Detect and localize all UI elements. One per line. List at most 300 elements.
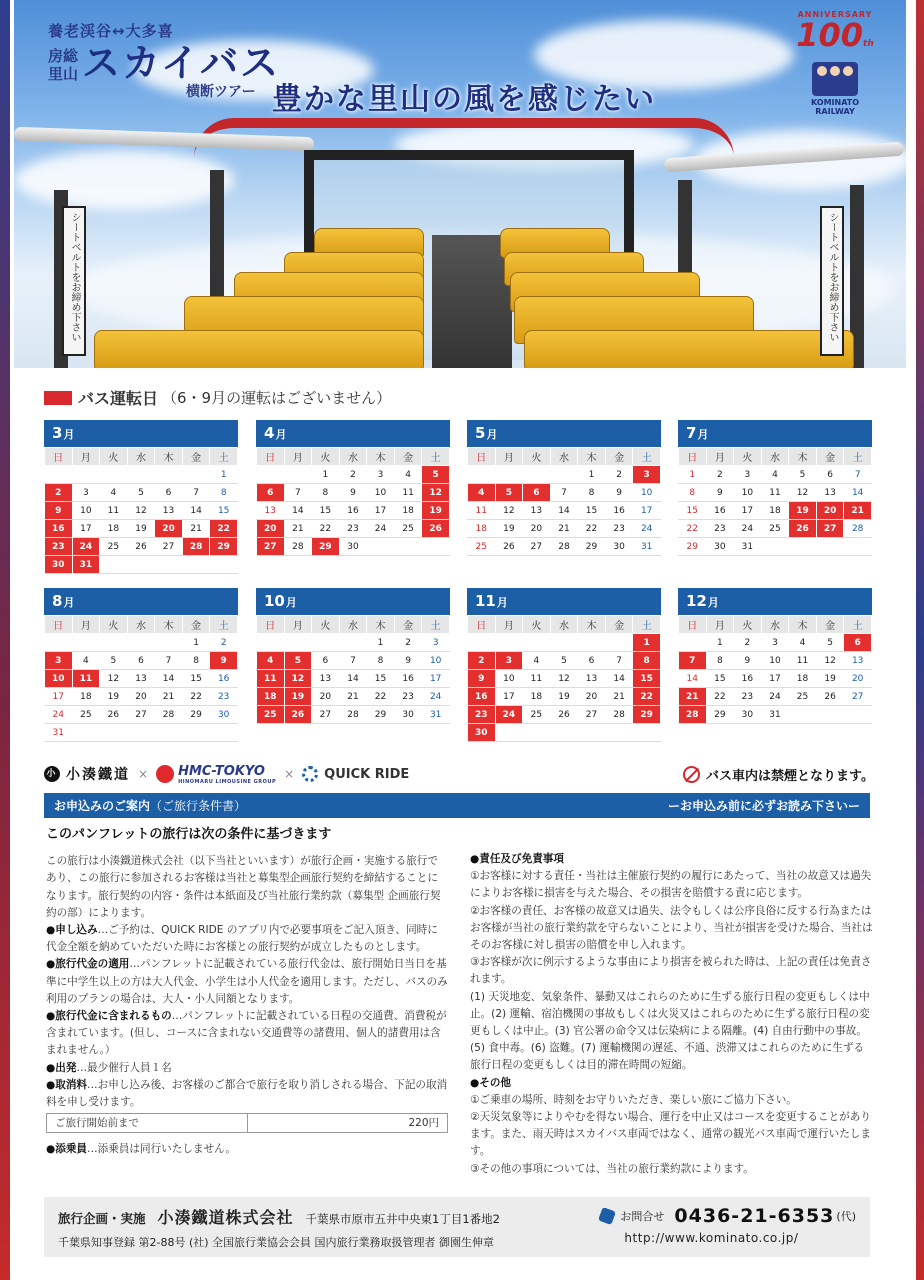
calendar-day-operating: 4 bbox=[468, 484, 496, 502]
calendar-day-operating: 9 bbox=[45, 502, 73, 520]
calendar-day-operating: 11 bbox=[72, 670, 100, 688]
calendar-day: 31 bbox=[45, 724, 73, 742]
calendar-day: 17 bbox=[734, 502, 762, 520]
calendar-day: 16 bbox=[339, 502, 367, 520]
calendar-day: 3 bbox=[761, 634, 789, 652]
calendar-day: 2 bbox=[706, 466, 734, 484]
calendar-day-operating: 22 bbox=[210, 520, 238, 538]
weekday-header: 日 bbox=[257, 448, 285, 466]
info-title: お申込みのご案内 bbox=[54, 799, 151, 813]
calendar-empty-cell bbox=[523, 466, 551, 484]
contact-block bbox=[600, 1205, 856, 1245]
calendar-empty-cell bbox=[127, 556, 155, 574]
calendar-empty-cell bbox=[550, 724, 578, 742]
footer bbox=[44, 1197, 870, 1257]
calendar-day-operating: 20 bbox=[816, 502, 844, 520]
calendar-day-operating: 11 bbox=[257, 670, 285, 688]
calendar-day: 13 bbox=[844, 652, 872, 670]
calendar-day: 31 bbox=[422, 706, 450, 724]
calendar-day: 22 bbox=[679, 520, 707, 538]
calendar-empty-cell bbox=[182, 724, 210, 742]
calendar-day-operating: 26 bbox=[789, 520, 817, 538]
weekday-header: 土 bbox=[422, 448, 450, 466]
weekday-header: 水 bbox=[761, 616, 789, 634]
calendar-day: 20 bbox=[127, 688, 155, 706]
weekday-header: 金 bbox=[816, 448, 844, 466]
month-unit: 月 bbox=[496, 596, 508, 609]
calendar-day: 4 bbox=[761, 466, 789, 484]
calendar-day: 20 bbox=[578, 688, 606, 706]
calendar-day: 4 bbox=[72, 652, 100, 670]
weekday-header: 水 bbox=[339, 616, 367, 634]
calendar-empty-cell bbox=[127, 466, 155, 484]
calendar-day: 12 bbox=[100, 670, 128, 688]
month-unit: 月 bbox=[275, 428, 287, 441]
footer-registration: 千葉県知事登録 第2-88号 (社) 全国旅行業協会会員 国内旅行業務取扱管理者 御園生伸章 bbox=[58, 1236, 495, 1249]
calendar-empty-cell bbox=[495, 634, 523, 652]
calendar-day: 13 bbox=[127, 670, 155, 688]
calendar-day: 17 bbox=[495, 688, 523, 706]
weekday-header: 火 bbox=[523, 448, 551, 466]
weekday-header: 日 bbox=[679, 448, 707, 466]
calendar-day-operating: 16 bbox=[45, 520, 73, 538]
month-unit: 月 bbox=[486, 428, 498, 441]
calendar-day: 25 bbox=[100, 538, 128, 556]
calendar-month bbox=[467, 588, 661, 742]
calendar-day: 30 bbox=[394, 706, 422, 724]
tour-logo bbox=[48, 20, 280, 101]
calendar-month-header bbox=[467, 420, 661, 447]
weekday-header: 金 bbox=[816, 616, 844, 634]
calendar-day: 7 bbox=[155, 652, 183, 670]
calendar-day-operating: 26 bbox=[284, 706, 312, 724]
calendar-day: 16 bbox=[605, 502, 633, 520]
calendar-empty-cell bbox=[100, 634, 128, 652]
weekday-header: 木 bbox=[155, 616, 183, 634]
calendar-empty-cell bbox=[182, 556, 210, 574]
calendar-day: 10 bbox=[761, 652, 789, 670]
calendar-day: 3 bbox=[72, 484, 100, 502]
calendar-day: 19 bbox=[127, 520, 155, 538]
calendar-empty-cell bbox=[633, 724, 661, 742]
calendar-day-operating: 3 bbox=[45, 652, 73, 670]
weekday-header: 月 bbox=[284, 616, 312, 634]
departure-label: ●出発 bbox=[46, 1061, 77, 1074]
calendar-day: 7 bbox=[605, 652, 633, 670]
calendar-day: 3 bbox=[367, 466, 395, 484]
calendar-empty-cell bbox=[394, 538, 422, 556]
calendar-empty-cell bbox=[127, 724, 155, 742]
calendar-month-header bbox=[44, 588, 238, 615]
weekday-header: 水 bbox=[550, 448, 578, 466]
hero-photo bbox=[14, 0, 906, 368]
calendar-day-operating: 9 bbox=[210, 652, 238, 670]
phone-suffix: (代) bbox=[836, 1210, 856, 1223]
fee-value: 220円 bbox=[248, 1114, 448, 1133]
calendar-day: 12 bbox=[816, 652, 844, 670]
calendar-day: 25 bbox=[394, 520, 422, 538]
calendar-day: 24 bbox=[422, 688, 450, 706]
calendar-empty-cell bbox=[761, 538, 789, 556]
calendar-month-header bbox=[256, 420, 450, 447]
calendar-day: 16 bbox=[734, 670, 762, 688]
weekday-header: 金 bbox=[394, 616, 422, 634]
month-unit: 月 bbox=[63, 428, 75, 441]
calendar-day: 17 bbox=[45, 688, 73, 706]
calendar-day: 17 bbox=[367, 502, 395, 520]
calendar-day: 31 bbox=[633, 538, 661, 556]
calendar-day: 6 bbox=[312, 652, 340, 670]
calendar-empty-cell bbox=[72, 466, 100, 484]
hinomaru-logo-icon bbox=[156, 765, 174, 783]
calendar-day: 15 bbox=[706, 670, 734, 688]
calendar-day: 1 bbox=[679, 466, 707, 484]
calendar-day: 15 bbox=[679, 502, 707, 520]
calendar-day: 27 bbox=[578, 706, 606, 724]
calendar-empty-cell bbox=[100, 466, 128, 484]
calendar-day: 15 bbox=[182, 670, 210, 688]
calendar-day: 15 bbox=[312, 502, 340, 520]
weekday-header: 月 bbox=[706, 616, 734, 634]
calendar-empty-cell bbox=[257, 634, 285, 652]
calendar-day: 14 bbox=[844, 484, 872, 502]
calendar-day: 9 bbox=[706, 484, 734, 502]
calendar-day: 31 bbox=[761, 706, 789, 724]
calendar-day: 19 bbox=[495, 520, 523, 538]
calendar-day: 22 bbox=[367, 688, 395, 706]
footer-address: 千葉県市原市五井中央東1丁目1番地2 bbox=[305, 1212, 500, 1226]
kominato-logo-icon: 小 bbox=[44, 766, 60, 782]
calendar-day: 30 bbox=[706, 538, 734, 556]
weekday-header: 火 bbox=[312, 616, 340, 634]
calendar-day: 17 bbox=[633, 502, 661, 520]
calendar-empty-cell bbox=[422, 538, 450, 556]
sponsor-quick-ride: QUICK RIDE bbox=[324, 766, 410, 782]
calendar-month bbox=[256, 420, 450, 556]
calendar-empty-cell bbox=[257, 466, 285, 484]
calendar-empty-cell bbox=[45, 466, 73, 484]
no-smoking-notice: バス車内は禁煙となります。 bbox=[706, 768, 874, 784]
month-number: 10 bbox=[264, 592, 285, 610]
weekday-header: 木 bbox=[789, 616, 817, 634]
logo-prefix-1: 房総 bbox=[48, 47, 79, 65]
calendar-day: 19 bbox=[100, 688, 128, 706]
left-edge-band bbox=[0, 0, 10, 1280]
calendar-day: 11 bbox=[523, 670, 551, 688]
calendar-day: 16 bbox=[394, 670, 422, 688]
logo-prefix-2: 里山 bbox=[48, 65, 79, 83]
calendar-day: 8 bbox=[578, 484, 606, 502]
terms-right-column bbox=[470, 851, 874, 1178]
calendar-day-operating: 6 bbox=[257, 484, 285, 502]
month-number: 12 bbox=[686, 592, 707, 610]
calendar-day: 3 bbox=[734, 466, 762, 484]
calendar-empty-cell bbox=[550, 634, 578, 652]
calendar-month bbox=[467, 420, 661, 556]
calendar-day: 1 bbox=[210, 466, 238, 484]
calendar-empty-cell bbox=[339, 634, 367, 652]
calendar-month-header bbox=[44, 420, 238, 447]
calendar-day: 6 bbox=[816, 466, 844, 484]
month-unit: 月 bbox=[285, 596, 297, 609]
calendar-day: 11 bbox=[761, 484, 789, 502]
calendar-empty-cell bbox=[816, 538, 844, 556]
calendar-empty-cell bbox=[210, 724, 238, 742]
calendar-day-operating: 16 bbox=[468, 688, 496, 706]
price-label: ●旅行代金の適用 bbox=[46, 958, 130, 971]
weekday-header: 日 bbox=[679, 616, 707, 634]
terms-heading: このパンフレットの旅行は次の条件に基づきます bbox=[46, 827, 332, 842]
month-number: 5 bbox=[475, 424, 486, 442]
weekday-header: 木 bbox=[789, 448, 817, 466]
calendar-day: 11 bbox=[789, 652, 817, 670]
calendar-day: 16 bbox=[706, 502, 734, 520]
calendar-day: 29 bbox=[367, 706, 395, 724]
calendar-day: 11 bbox=[100, 502, 128, 520]
schedule-heading bbox=[44, 386, 391, 409]
calendar-day: 2 bbox=[210, 634, 238, 652]
calendar-day: 10 bbox=[367, 484, 395, 502]
month-number: 3 bbox=[52, 424, 63, 442]
terms-intro: この旅行は小湊鐵道株式会社（以下当社といいます）が旅行企画・実施する旅行であり、この旅行に参加されるお客様は当社と募集型企画旅行契約を締結することになります。旅行契約の内容・条件は本紙面及び当社旅行業約款（募集型 企画旅行契約の部）によります。 bbox=[46, 855, 441, 919]
calendar-day: 7 bbox=[284, 484, 312, 502]
other-3: ③その他の事項については、当社の旅行業約款によります。 bbox=[470, 1162, 754, 1175]
calendar-day: 21 bbox=[550, 520, 578, 538]
calendar-day: 5 bbox=[100, 652, 128, 670]
operating-legend-swatch bbox=[44, 391, 72, 405]
calendar-empty-cell bbox=[210, 556, 238, 574]
calendar-day: 26 bbox=[127, 538, 155, 556]
responsibility-3: ③お客様が次に例示するような事由により損害を被られた時は、上記の責任は免責されます。 bbox=[470, 956, 872, 986]
calendar-day: 25 bbox=[761, 520, 789, 538]
tour-type: 横断ツアー bbox=[186, 84, 256, 100]
calendar-day: 23 bbox=[339, 520, 367, 538]
calendar-day: 20 bbox=[844, 670, 872, 688]
calendar-empty-cell bbox=[312, 634, 340, 652]
price-text: …パンフレットに記載されている旅行代金は、旅行開始日当日を基準に中学生以上の方は大人代金、小学生は小人代金を適用します。ただし、バスのみ利用のプランの場合は、大人・小人同額となります。 bbox=[46, 958, 448, 1005]
calendar-day: 27 bbox=[155, 538, 183, 556]
weekday-header: 水 bbox=[550, 616, 578, 634]
calendar-day: 9 bbox=[734, 652, 762, 670]
calendar-day: 7 bbox=[182, 484, 210, 502]
other-label: ●その他 bbox=[470, 1076, 512, 1089]
calendar-day: 1 bbox=[706, 634, 734, 652]
calendar-empty-cell bbox=[155, 634, 183, 652]
anniversary-top: ANNIVERSARY bbox=[797, 10, 873, 19]
terms-left-column bbox=[46, 826, 448, 1158]
calendar-day-operating: 29 bbox=[633, 706, 661, 724]
calendar-day-operating: 5 bbox=[495, 484, 523, 502]
calendar-empty-cell bbox=[45, 634, 73, 652]
calendar-day-operating: 2 bbox=[45, 484, 73, 502]
calendar-empty-cell bbox=[844, 706, 872, 724]
calendar-day: 5 bbox=[550, 652, 578, 670]
calendar-empty-cell bbox=[789, 538, 817, 556]
calendar-day: 30 bbox=[605, 538, 633, 556]
calendar-day: 8 bbox=[679, 484, 707, 502]
calendar-day: 18 bbox=[100, 520, 128, 538]
calendar-day: 29 bbox=[679, 538, 707, 556]
anniversary-suffix: th bbox=[863, 39, 874, 49]
calendar-empty-cell bbox=[284, 466, 312, 484]
weekday-header: 水 bbox=[127, 448, 155, 466]
calendar-day: 8 bbox=[367, 652, 395, 670]
month-number: 7 bbox=[686, 424, 697, 442]
calendar-day: 13 bbox=[155, 502, 183, 520]
calendar-day: 12 bbox=[127, 502, 155, 520]
calendar-day: 19 bbox=[550, 688, 578, 706]
seatbelt-sign-left: シートベルトをお締め下さい bbox=[62, 206, 86, 356]
calendar-day: 28 bbox=[605, 706, 633, 724]
calendar-day: 4 bbox=[394, 466, 422, 484]
calendar-day: 5 bbox=[816, 634, 844, 652]
calendar-day: 16 bbox=[210, 670, 238, 688]
weekday-header: 月 bbox=[72, 616, 100, 634]
weekday-header: 金 bbox=[182, 616, 210, 634]
calendar-day-operating: 19 bbox=[422, 502, 450, 520]
calendar-day-operating: 27 bbox=[257, 538, 285, 556]
calendar-day: 18 bbox=[394, 502, 422, 520]
calendar-day-operating: 28 bbox=[182, 538, 210, 556]
calendar-day-operating: 19 bbox=[789, 502, 817, 520]
calendar-day-operating: 7 bbox=[679, 652, 707, 670]
calendar-day: 23 bbox=[706, 520, 734, 538]
calendar-day: 6 bbox=[127, 652, 155, 670]
calendar-day: 8 bbox=[706, 652, 734, 670]
weekday-header: 土 bbox=[633, 448, 661, 466]
weekday-header: 日 bbox=[45, 448, 73, 466]
calendar-day-operating: 31 bbox=[72, 556, 100, 574]
calendar-day: 27 bbox=[844, 688, 872, 706]
calendar-day-operating: 20 bbox=[257, 520, 285, 538]
cancel-text: …お申し込み後、お客様のご都合で旅行を取り消しされる場合、下記の取消料を申し受けます。 bbox=[46, 1078, 448, 1109]
calendar-day: 28 bbox=[339, 706, 367, 724]
calendar-day-operating: 26 bbox=[422, 520, 450, 538]
calendar-day: 4 bbox=[100, 484, 128, 502]
calendar-day: 14 bbox=[605, 670, 633, 688]
month-number: 11 bbox=[475, 592, 496, 610]
weekday-header: 日 bbox=[45, 616, 73, 634]
calendar-day: 1 bbox=[367, 634, 395, 652]
calendar-day: 4 bbox=[523, 652, 551, 670]
calendar-day-operating: 19 bbox=[284, 688, 312, 706]
escort-label: ●添乗員 bbox=[46, 1143, 88, 1156]
calendar-empty-cell bbox=[468, 634, 496, 652]
calendar-day: 3 bbox=[422, 634, 450, 652]
calendar-day: 15 bbox=[210, 502, 238, 520]
weekday-header: 金 bbox=[605, 448, 633, 466]
calendar-day: 30 bbox=[210, 706, 238, 724]
calendar-month-header bbox=[256, 588, 450, 615]
calendar-empty-cell bbox=[182, 466, 210, 484]
fee-condition: ご旅行開始前まで bbox=[47, 1114, 248, 1133]
weekday-header: 金 bbox=[394, 448, 422, 466]
calendar-day: 17 bbox=[72, 520, 100, 538]
calendar-day: 28 bbox=[155, 706, 183, 724]
calendar-day-operating: 2 bbox=[468, 652, 496, 670]
calendar-day-operating: 4 bbox=[257, 652, 285, 670]
calendar-empty-cell bbox=[367, 538, 395, 556]
calendar-day: 2 bbox=[394, 634, 422, 652]
calendar-day: 14 bbox=[155, 670, 183, 688]
calendar-day-operating: 6 bbox=[844, 634, 872, 652]
calendar-empty-cell bbox=[495, 466, 523, 484]
calendar-day: 23 bbox=[605, 520, 633, 538]
calendar-day-operating: 29 bbox=[210, 538, 238, 556]
mascot-illustration bbox=[812, 62, 858, 96]
calendar-day: 28 bbox=[844, 520, 872, 538]
calendar-empty-cell bbox=[605, 724, 633, 742]
month-number: 4 bbox=[264, 424, 275, 442]
separator-1: × bbox=[138, 767, 149, 781]
weekday-header: 金 bbox=[605, 616, 633, 634]
calendar-day: 12 bbox=[789, 484, 817, 502]
calendar-empty-cell bbox=[578, 724, 606, 742]
calendar-day: 22 bbox=[706, 688, 734, 706]
calendar-day: 26 bbox=[495, 538, 523, 556]
calendar-day: 14 bbox=[550, 502, 578, 520]
calendar-day: 21 bbox=[182, 520, 210, 538]
calendar-empty-cell bbox=[679, 634, 707, 652]
weekday-header: 金 bbox=[182, 448, 210, 466]
calendar-day-operating: 23 bbox=[468, 706, 496, 724]
calendar-day-operating: 30 bbox=[468, 724, 496, 742]
calendar-day-operating: 27 bbox=[816, 520, 844, 538]
calendar-day: 28 bbox=[284, 538, 312, 556]
responsibility-label: ●責任及び免責事項 bbox=[470, 853, 564, 865]
calendar-day: 24 bbox=[367, 520, 395, 538]
website-link[interactable]: http://www.kominato.co.jp/ bbox=[624, 1231, 799, 1245]
calendar-day: 23 bbox=[734, 688, 762, 706]
apply-label: ●申し込み bbox=[46, 924, 98, 937]
calendar-day: 21 bbox=[155, 688, 183, 706]
weekday-header: 水 bbox=[339, 448, 367, 466]
calendar-day: 20 bbox=[312, 688, 340, 706]
calendar-day: 26 bbox=[816, 688, 844, 706]
calendar-day: 27 bbox=[312, 706, 340, 724]
calendar-day: 24 bbox=[633, 520, 661, 538]
calendar-day: 10 bbox=[495, 670, 523, 688]
calendar-empty-cell bbox=[789, 706, 817, 724]
weekday-header: 月 bbox=[495, 616, 523, 634]
phone-number[interactable]: 0436-21-6353 bbox=[674, 1205, 835, 1227]
calendar-day: 17 bbox=[422, 670, 450, 688]
calendar-day-operating: 23 bbox=[45, 538, 73, 556]
calendar-day-operating: 22 bbox=[633, 688, 661, 706]
calendar-day: 13 bbox=[257, 502, 285, 520]
month-unit: 月 bbox=[707, 596, 719, 609]
calendar-day: 7 bbox=[550, 484, 578, 502]
calendar-day: 11 bbox=[394, 484, 422, 502]
weekday-header: 日 bbox=[468, 616, 496, 634]
calendar-empty-cell bbox=[155, 556, 183, 574]
calendar-day: 1 bbox=[312, 466, 340, 484]
weekday-header: 火 bbox=[100, 616, 128, 634]
calendar-empty-cell bbox=[578, 634, 606, 652]
anniversary-company-1: KOMINATO bbox=[810, 98, 860, 107]
application-info-bar bbox=[44, 793, 870, 818]
seatbelt-sign-right: シートベルトをお締め下さい bbox=[820, 206, 844, 356]
catch-copy: 豊かな里山の風を感じたい bbox=[272, 82, 656, 117]
calendar-day-operating: 8 bbox=[633, 652, 661, 670]
calendar-day: 5 bbox=[127, 484, 155, 502]
calendar-empty-cell bbox=[155, 466, 183, 484]
calendar-day: 10 bbox=[72, 502, 100, 520]
escort-text: …添乗員は同行いたしません。 bbox=[87, 1143, 236, 1156]
calendar-month-header bbox=[678, 588, 872, 615]
calendar-day: 20 bbox=[523, 520, 551, 538]
weekday-header: 火 bbox=[100, 448, 128, 466]
